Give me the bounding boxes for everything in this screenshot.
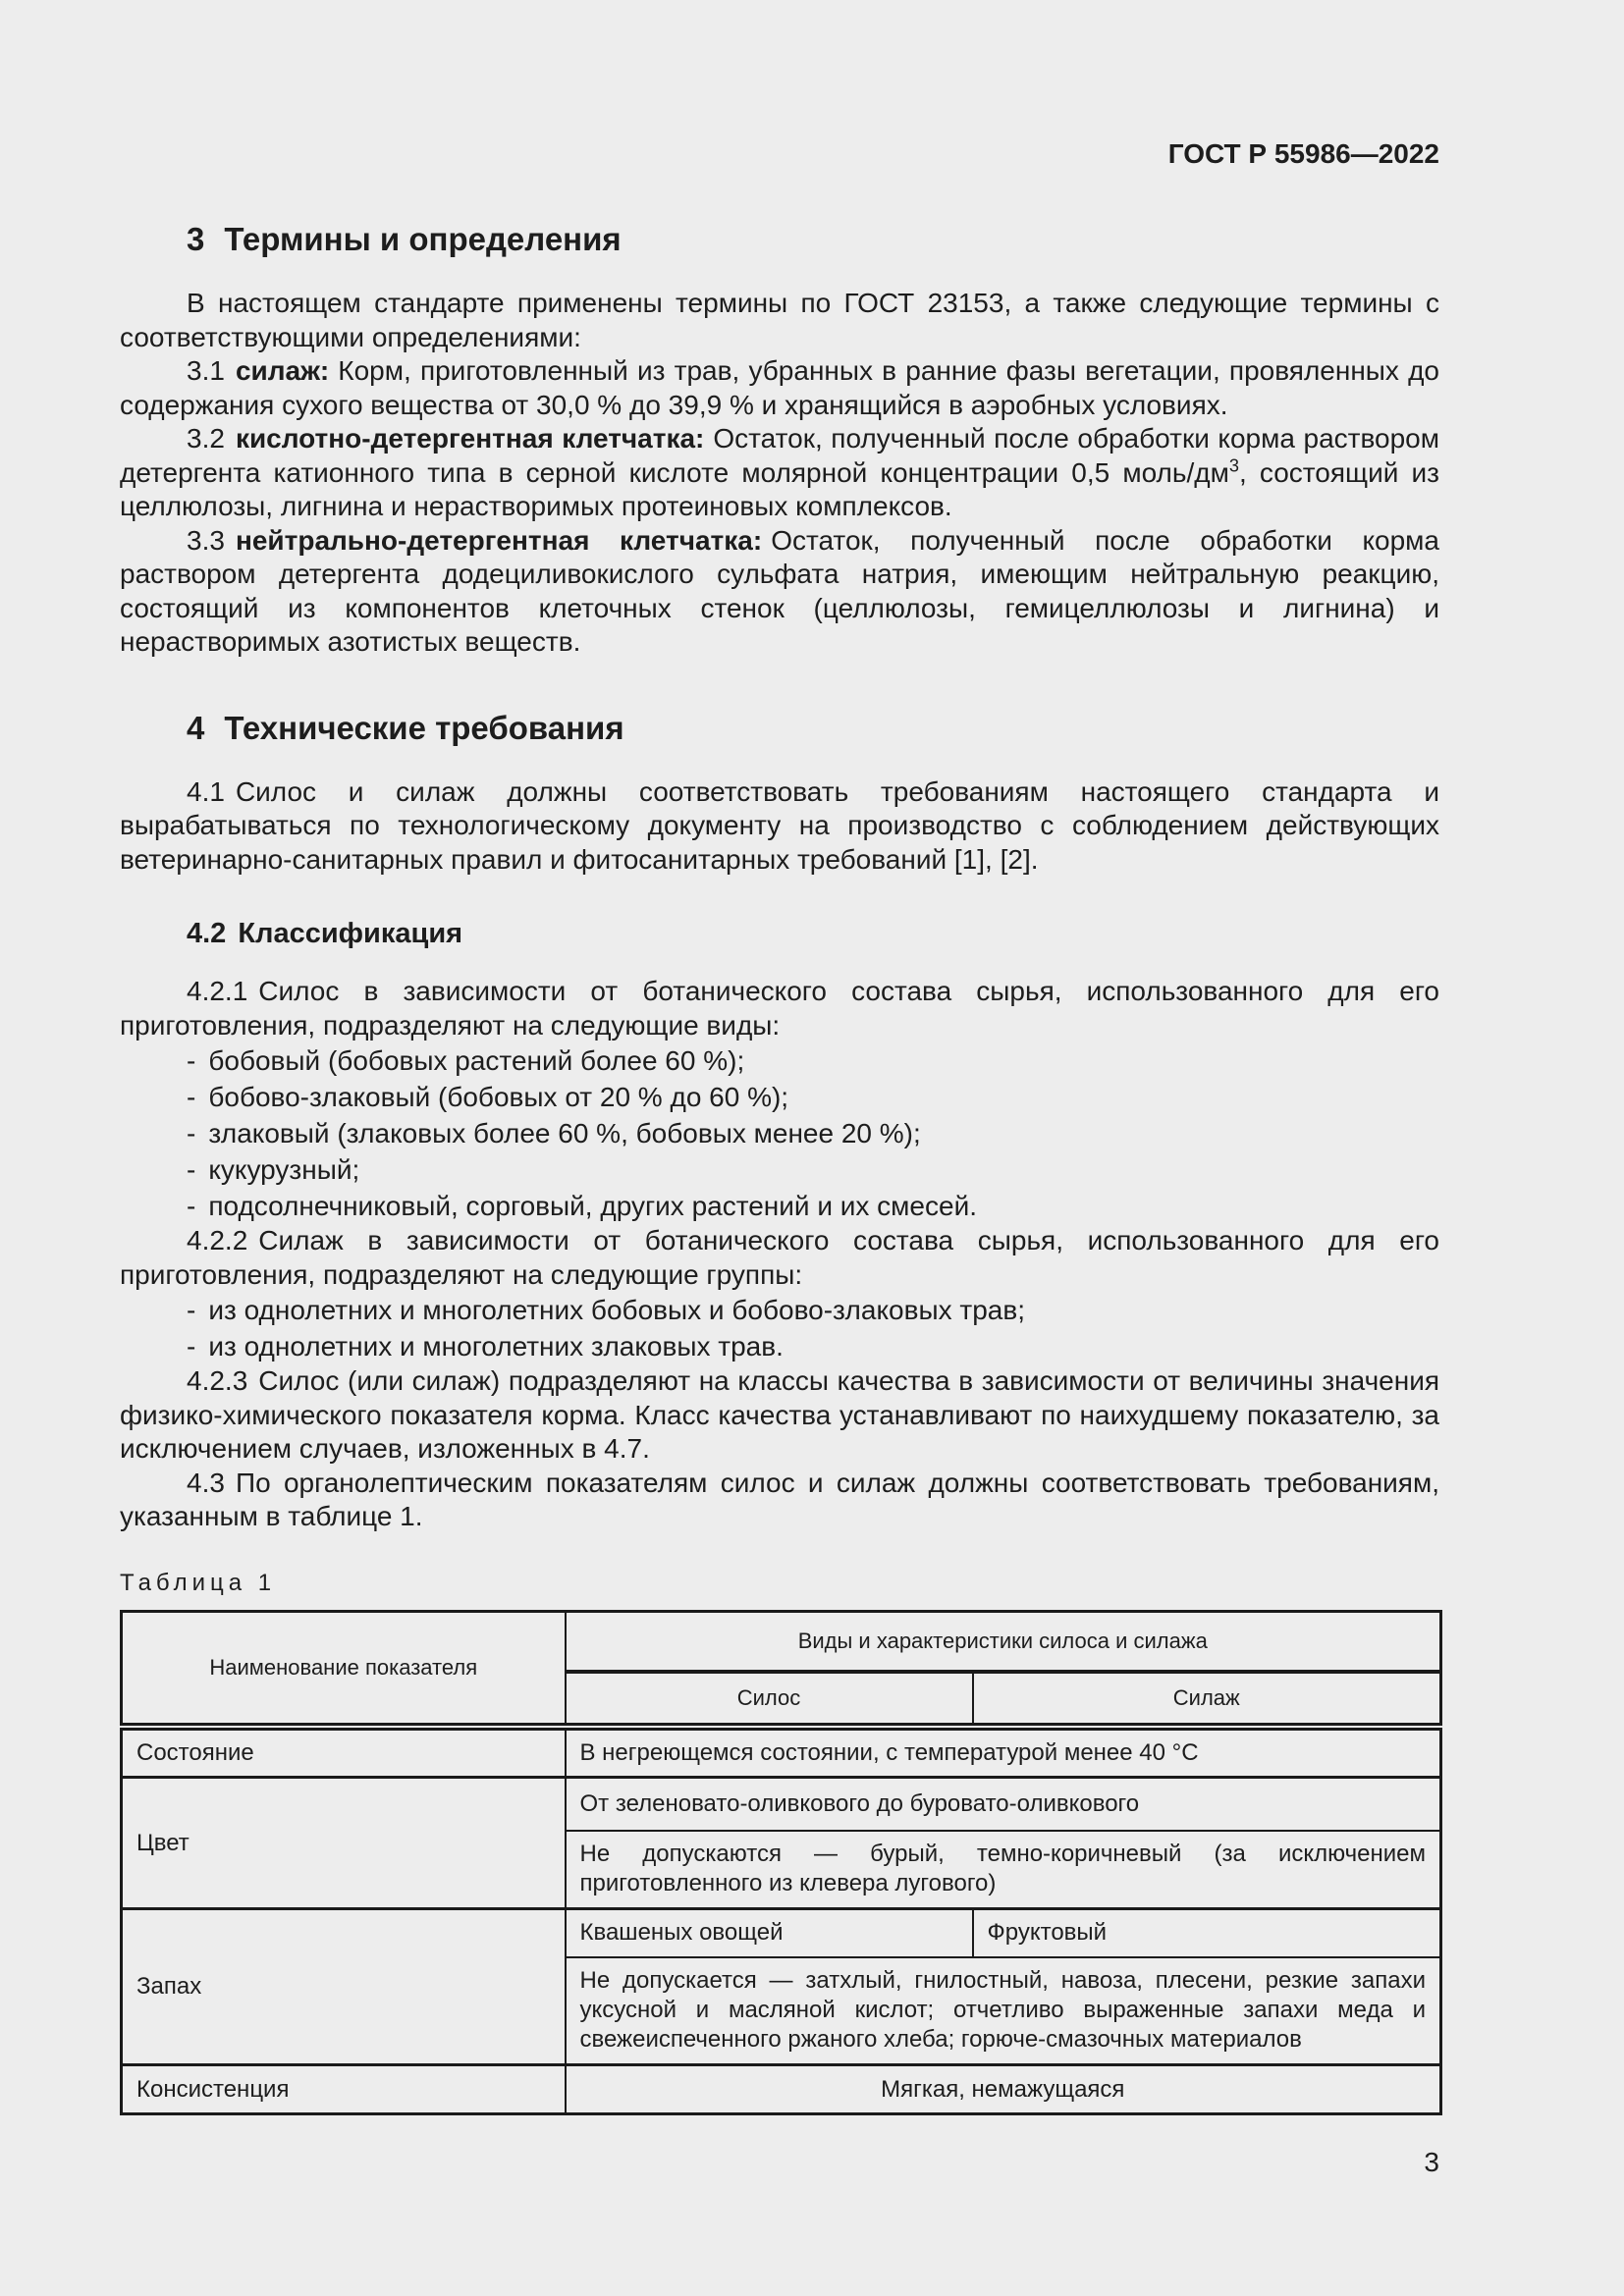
list-item-text: бобовый (бобовых растений более 60 %); — [208, 1045, 745, 1076]
paragraph-4-2-1-number: 4.2.1 — [187, 976, 248, 1006]
paragraph-4-3-number: 4.3 — [187, 1467, 225, 1498]
paragraph-4-1 — [120, 775, 1439, 878]
section-4-number: 4 — [187, 709, 205, 746]
list-item — [120, 1328, 1439, 1364]
term-3-3 — [120, 524, 1439, 660]
paragraph-4-2-2-number: 4.2.2 — [187, 1225, 248, 1255]
cell-state-label: Состояние — [122, 1727, 566, 1778]
page-number: 3 — [1424, 2147, 1439, 2177]
table-1 — [120, 1610, 1442, 2116]
list-item-text: из однолетних и многолетних злаковых трав. — [208, 1331, 784, 1362]
paragraph-4-2-1-text: Силос в зависимости от ботанического состава сырья, использованного для его приготовления, подразделяют на следующие виды: — [120, 976, 1439, 1041]
term-3-2-definition-part1: Остаток, полученный после обработки корма раствором детергента катионного типа в серной кислоте молярной концентрации 0,5 моль/дм — [120, 423, 1439, 488]
paragraph-4-2-2-text: Силаж в зависимости от ботанического состава сырья, использованного для его приготовления, подразделяют на следующие группы: — [120, 1225, 1439, 1290]
paragraph-4-1-text: Силос и силаж должны соответствовать требованиям настоящего стандарта и вырабатываться по технологическому документу на производство с соблюдением действующих ветеринарно-санитарных правил и фитосанитарных требований [1], [2]. — [120, 775, 1439, 875]
paragraph-4-1-number: 4.1 — [187, 775, 225, 807]
section-3-number: 3 — [187, 221, 205, 257]
list-item — [120, 1151, 1439, 1188]
list-item-text: злаковый (злаковых более 60 %, бобовых менее 20 %); — [208, 1118, 921, 1148]
list-item-text: из однолетних и многолетних бобовых и бобово-злаковых трав; — [208, 1295, 1026, 1325]
list-dash: - — [187, 1331, 196, 1362]
table-1-caption: Таблица 1 — [120, 1569, 277, 1596]
term-3-3-term: нейтрально-детергентная клетчатка: — [235, 524, 763, 556]
paragraph-4-3-text: По органолептическим показателям силос и силаж должны соответствовать требованиям, указанным в таблице 1. — [120, 1467, 1439, 1531]
paragraph-4-2-1 — [120, 975, 1439, 1042]
term-3-2-definition-part2: , состоящий из целлюлозы, лигнина и нерастворимых протеиновых комплексов. — [120, 456, 1440, 521]
list-dash: - — [187, 1045, 196, 1076]
term-3-2 — [120, 422, 1439, 524]
list-dash: - — [187, 1191, 196, 1221]
paragraph-4-2-3-text: Силос (или силаж) подразделяют на классы качества в зависимости от величины значения физико-химического показателя корма. Класс качества устанавливают по наихудшему показателю, за исключением случаев, изложенных в 4.7. — [120, 1365, 1439, 1464]
section-3-heading — [187, 220, 1439, 259]
table-header-indicator-name: Наименование показателя — [122, 1611, 566, 1727]
cell-state-value: В негреющемся состоянии, с температурой менее 40 °С — [566, 1727, 1441, 1778]
silos-types-list — [120, 1042, 1439, 1224]
term-3-1-definition: Корм, приготовленный из трав, убранных в ранние фазы вегетации, провяленных до содержания сухого вещества от 30,0 % до 39,9 % и хранящийся в аэробных условиях. — [120, 355, 1439, 420]
list-item — [120, 1079, 1439, 1115]
table-subheader-silazh: Силаж — [973, 1672, 1441, 1727]
cell-color-value-1: От зеленовато-оливкового до буровато-оливкового — [566, 1778, 1441, 1831]
cell-smell-label: Запах — [122, 1909, 566, 2065]
section-4-heading — [187, 709, 1439, 748]
list-item — [120, 1292, 1439, 1328]
cell-consistency-value: Мягкая, немажущаяся — [881, 2075, 1125, 2103]
section-4-title: Технические требования — [224, 709, 624, 746]
cell-consistency-label: Консистенция — [122, 2065, 566, 2114]
table-header-kinds: Виды и характеристики силоса и силажа — [566, 1611, 1441, 1672]
list-dash: - — [187, 1295, 196, 1325]
term-3-1 — [120, 354, 1439, 422]
term-3-3-definition: Остаток, полученный после обработки корма раствором детергента додециливокислого сульфата натрия, имеющим нейтральную реакцию, состоящий из компонентов клеточных стенок (целлюлозы, гемицеллюлозы и лигнина) и нерастворимых азотистых веществ. — [120, 524, 1439, 657]
list-item — [120, 1115, 1439, 1151]
cell-smell-silazh: Фруктовый — [973, 1909, 1441, 1957]
superscript-3: 3 — [1228, 455, 1239, 476]
term-3-3-number: 3.3 — [187, 524, 225, 556]
list-item-text: подсолнечниковый, сорговый, других растений и их смесей. — [208, 1191, 977, 1221]
list-item — [120, 1188, 1439, 1224]
list-item-text: бобово-злаковый (бобовых от 20 % до 60 %); — [208, 1082, 789, 1112]
list-dash: - — [187, 1118, 196, 1148]
paragraph-4-2-3-number: 4.2.3 — [187, 1365, 248, 1396]
subsection-4-2-number: 4.2 — [187, 918, 227, 949]
paragraph-4-3 — [120, 1467, 1439, 1534]
cell-smell-silos: Квашеных овощей — [566, 1909, 973, 1957]
term-3-1-term: силаж: — [235, 355, 330, 386]
list-dash: - — [187, 1154, 196, 1185]
term-3-2-term: кислотно-детергентная клетчатка: — [235, 423, 705, 454]
subsection-4-2-title: Классификация — [238, 918, 463, 949]
doc-number-header: ГОСТ Р 55986—2022 — [1167, 138, 1439, 169]
list-item-text: кукурузный; — [208, 1154, 360, 1185]
paragraph-4-2-2 — [120, 1224, 1439, 1292]
list-dash: - — [187, 1082, 196, 1112]
list-item — [120, 1042, 1439, 1079]
table-subheader-silos: Силос — [566, 1672, 973, 1727]
section-3-intro: В настоящем стандарте применены термины по ГОСТ 23153, а также следующие термины с соответствующими определениями: — [120, 288, 1439, 352]
term-3-2-number: 3.2 — [187, 423, 225, 454]
cell-smell-value-2: Не допускается — затхлый, гнилостный, навоза, плесени, резкие запахи уксусной и масляной кислот; отчетливо выраженные запахи меда и свежеиспеченного ржаного хлеба; горюче-смазочных материалов — [566, 1957, 1441, 2065]
paragraph-4-2-3 — [120, 1364, 1439, 1467]
subsection-4-2-heading — [187, 916, 1439, 951]
section-3-title: Термины и определения — [224, 221, 622, 257]
cell-color-value-2: Не допускаются — бурый, темно-коричневый (за исключением приготовленного из клевера лугового) — [566, 1831, 1441, 1909]
cell-color-label: Цвет — [122, 1778, 566, 1909]
term-3-1-number: 3.1 — [187, 355, 225, 386]
silazh-groups-list — [120, 1292, 1439, 1364]
